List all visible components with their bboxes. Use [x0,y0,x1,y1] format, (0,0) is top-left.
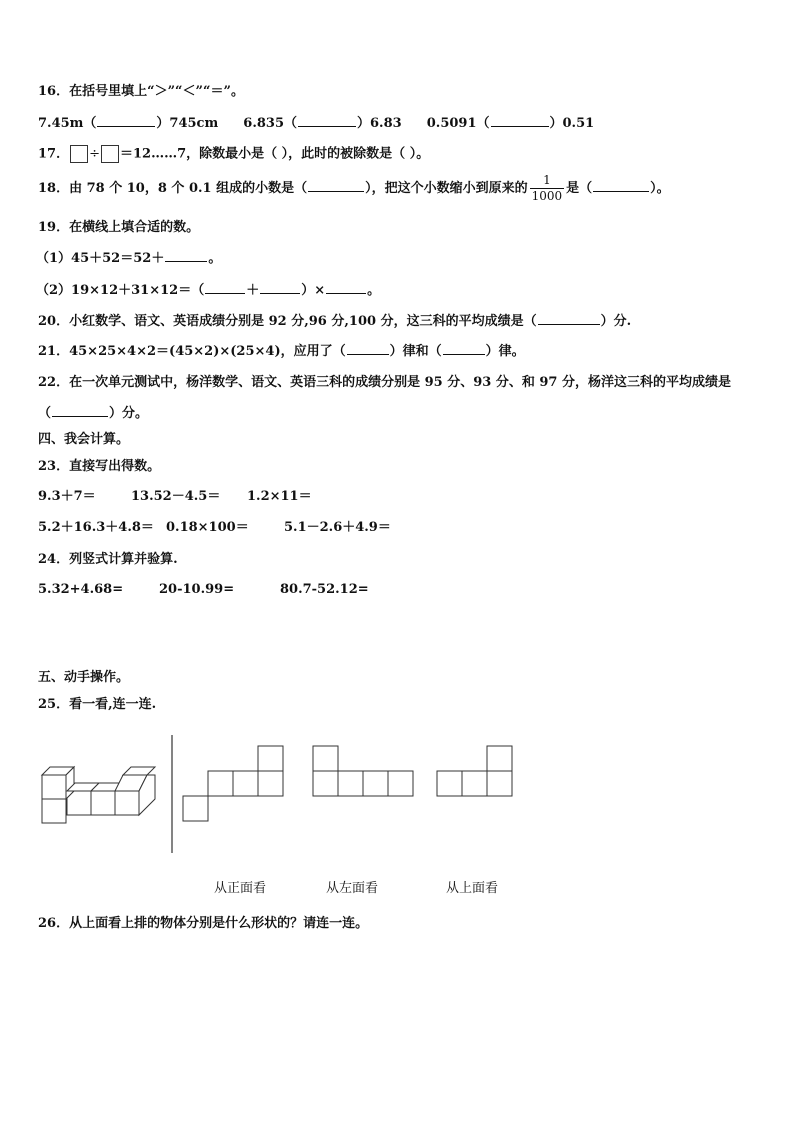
q26-stem: 26．从上面看上排的物体分别是什么形状的？请连一连。 [38,916,369,931]
q17-division-sign: ÷ [89,146,100,162]
q21-c: ）律。 [485,344,525,359]
q24-item-3: 80.7-52.12= [280,582,369,597]
q18-part1: 18．由 78 个 10，8 个 0.1 组成的小数是（ [38,181,308,196]
q21 [38,342,525,361]
q23-r2c1: 5.2＋16.3＋4.8＝ [38,520,154,535]
q16-item-1-left: 7.45m（ [38,116,97,131]
q25-label-left: 从左面看 [326,881,379,896]
q18 [38,172,670,206]
q23-r2c2: 0.18×100＝ [166,520,249,535]
q17-number: 17． [38,146,70,162]
q17-rest: ＝12……7，除数最小是（ ），此时的被除数是（ ）。 [120,146,430,162]
q19-sub2-a: （2）19×12＋31×12＝（ [36,283,205,298]
q21-b: ）律和（ [389,344,442,359]
q18-blank-2[interactable] [593,179,649,192]
q18-blank-1[interactable] [308,179,364,192]
q25-view-1 [183,746,283,821]
q16-blank-3[interactable] [491,114,549,127]
q16-blank-1[interactable] [97,114,155,127]
q17-divisor-box[interactable] [101,145,119,163]
q18-part2: ），把这个小数缩小到原来的 [365,181,528,196]
q18-fraction [530,173,565,204]
q25-label-front: 从正面看 [214,881,267,896]
q19-sub2-d: 。 [367,283,381,298]
q22-line2-left: （ [38,406,52,421]
q21-blank-2[interactable] [443,342,485,355]
q19-sub2-blank-2[interactable] [260,281,300,294]
q16-stem: 16．在括号里填上“＞”“＜”“＝”。 [38,84,244,99]
q23-r2c3: 5.1－2.6＋4.9＝ [284,520,391,535]
q19-sub1-left: （1）45＋52＝52＋ [36,251,165,266]
q19-sub2-blank-3[interactable] [326,281,366,294]
q20-left: 20．小红数学、语文、英语成绩分别是 92 分,96 分,100 分，这三科的平均成绩是（ [38,314,537,329]
q19-sub2-blank-1[interactable] [205,281,245,294]
q17-dividend-box[interactable] [70,145,88,163]
q20 [38,312,631,331]
q19-sub1-right: 。 [208,251,222,266]
q22-line2 [38,404,148,423]
q19-sub2 [36,281,380,300]
q20-right: ）分. [600,314,632,329]
q21-a: 21．45×25×4×2＝(45×2)×(25×4)，应用了（ [38,344,346,359]
q16-blank-2[interactable] [298,114,356,127]
q24-stem: 24．列竖式计算并验算. [38,552,178,567]
q25-view-3 [437,746,512,796]
q19-sub2-c: ）× [301,283,326,298]
q25-figure [0,730,794,870]
q16-item-2-right: ）6.83 [357,116,402,131]
q16-items [38,114,594,133]
q19-stem: 19．在横线上填合适的数。 [38,220,200,235]
q16-item-3-left: 0.5091（ [426,116,490,131]
q18-fraction-numerator: 1 [530,173,565,189]
q17 [38,145,429,164]
q18-part3: 是（ [566,181,593,196]
q23-r1c1: 9.3＋7＝ [38,489,96,504]
q16-item-3-right: ）0.51 [549,116,595,131]
q19-sub1 [36,249,221,268]
q25-view-2 [313,746,413,796]
q23-r1c2: 13.52－4.5＝ [131,489,221,504]
q23-r1c3: 1.2×11＝ [247,489,312,504]
q24-item-2: 20-10.99= [159,582,235,597]
q19-sub1-blank[interactable] [165,249,207,262]
q20-blank[interactable] [538,312,600,325]
q16-item-2-left: 6.835（ [243,116,298,131]
section-5-heading: 五、动手操作。 [38,670,130,685]
q22-line2-right: ）分。 [109,406,149,421]
q21-blank-1[interactable] [347,342,389,355]
q25-stem: 25．看一看,连一连. [38,697,157,712]
q18-part4: ）。 [650,181,670,196]
section-4-heading: 四、我会计算。 [38,432,130,447]
q18-fraction-denominator: 1000 [531,189,563,203]
q16-item-1-right: ）745cm [156,116,219,131]
q25-3d-blocks [42,767,155,823]
q22-line1: 22．在一次单元测试中，杨洋数学、语文、英语三科的成绩分别是 95 分、93 分、和 97 分，杨洋这三科的平均成绩是 [38,375,731,390]
q22-blank[interactable] [52,404,108,417]
q19-sub2-b: ＋ [246,283,260,298]
q24-item-1: 5.32+4.68= [38,582,124,597]
q25-label-top: 从上面看 [446,881,499,896]
q23-stem: 23．直接写出得数。 [38,459,161,474]
